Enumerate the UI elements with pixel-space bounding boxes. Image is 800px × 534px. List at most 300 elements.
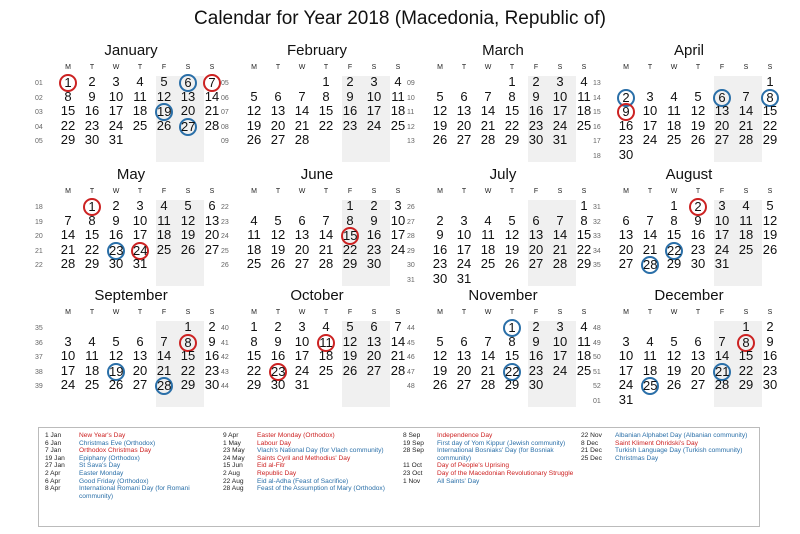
calendar-day[interactable]: 13: [714, 103, 730, 118]
calendar-day[interactable]: 11: [667, 103, 681, 118]
calendar-day[interactable]: 1: [184, 319, 192, 334]
calendar-day[interactable]: 18: [642, 362, 658, 378]
calendar-day[interactable]: 20: [180, 103, 196, 118]
calendar-day[interactable]: 9: [346, 88, 354, 104]
calendar-day[interactable]: 13: [366, 333, 382, 349]
calendar-day[interactable]: 2: [88, 74, 96, 89]
calendar-day[interactable]: 24: [714, 241, 730, 257]
calendar-day[interactable]: 17: [642, 117, 658, 133]
calendar-day[interactable]: 17: [552, 348, 568, 363]
calendar-day[interactable]: 11: [85, 348, 99, 363]
calendar-day[interactable]: 26: [432, 377, 448, 392]
calendar-day[interactable]: 8: [737, 334, 755, 352]
calendar-day[interactable]: 5: [508, 212, 516, 228]
calendar-day[interactable]: 12: [504, 227, 520, 242]
calendar-day[interactable]: 19: [270, 241, 286, 257]
calendar-day[interactable]: 1: [742, 319, 750, 334]
calendar-day[interactable]: 15: [84, 227, 100, 242]
calendar-day[interactable]: 12: [762, 212, 778, 228]
calendar-day[interactable]: 30: [84, 132, 100, 147]
calendar-day[interactable]: 12: [246, 103, 262, 118]
calendar-day[interactable]: 12: [156, 88, 172, 104]
calendar-day[interactable]: 3: [646, 88, 654, 104]
calendar-day[interactable]: 24: [390, 241, 406, 257]
calendar-day[interactable]: 26: [270, 256, 286, 271]
calendar-day[interactable]: 25: [576, 362, 592, 378]
calendar-day[interactable]: 7: [718, 333, 726, 349]
calendar-day[interactable]: 2: [370, 198, 378, 213]
calendar-day[interactable]: 6: [370, 319, 378, 334]
calendar-day[interactable]: 31: [618, 391, 634, 407]
calendar-day[interactable]: 7: [160, 333, 168, 349]
calendar-day[interactable]: 5: [436, 333, 444, 349]
calendar-day[interactable]: 10: [552, 88, 568, 104]
calendar-day[interactable]: 22: [60, 117, 76, 133]
calendar-day[interactable]: 10: [60, 348, 76, 363]
calendar-day[interactable]: 3: [460, 212, 468, 228]
calendar-day[interactable]: 20: [618, 241, 634, 257]
calendar-day[interactable]: 18: [84, 362, 100, 378]
calendar-day[interactable]: 22: [180, 362, 196, 378]
calendar-day[interactable]: 16: [366, 227, 382, 242]
calendar-day[interactable]: 2: [208, 319, 216, 334]
calendar-day[interactable]: 30: [618, 146, 634, 162]
calendar-day[interactable]: 30: [528, 132, 544, 147]
calendar-day[interactable]: 9: [532, 333, 540, 349]
calendar-day[interactable]: 24: [366, 117, 382, 133]
calendar-day[interactable]: 29: [738, 377, 754, 392]
calendar-day[interactable]: 12: [342, 333, 358, 349]
calendar-day[interactable]: 26: [666, 377, 682, 392]
calendar-day[interactable]: 8: [250, 333, 258, 349]
calendar-day[interactable]: 28: [738, 132, 754, 147]
calendar-day[interactable]: 5: [274, 212, 282, 228]
calendar-day[interactable]: 10: [294, 333, 310, 349]
calendar-day[interactable]: 13: [270, 103, 286, 118]
calendar-day[interactable]: 18: [576, 348, 592, 363]
calendar-day[interactable]: 12: [180, 212, 196, 228]
calendar-day[interactable]: 26: [246, 132, 262, 147]
calendar-day[interactable]: 25: [246, 256, 262, 271]
calendar-day[interactable]: 27: [270, 132, 286, 147]
calendar-day[interactable]: 18: [318, 348, 334, 363]
calendar-day[interactable]: 9: [370, 212, 378, 228]
calendar-day[interactable]: 10: [366, 88, 382, 104]
calendar-day[interactable]: 20: [456, 117, 472, 133]
calendar-day[interactable]: 9: [88, 88, 96, 104]
calendar-day[interactable]: 5: [250, 88, 258, 104]
calendar-day[interactable]: 23: [342, 117, 358, 133]
calendar-day[interactable]: 26: [180, 241, 196, 257]
calendar-day[interactable]: 27: [366, 362, 382, 378]
calendar-day[interactable]: 9: [436, 227, 444, 242]
calendar-day[interactable]: 14: [156, 348, 172, 363]
calendar-day[interactable]: 28: [294, 132, 310, 147]
calendar-day[interactable]: 3: [622, 333, 630, 349]
calendar-day[interactable]: 26: [432, 132, 448, 147]
calendar-day[interactable]: 29: [576, 256, 592, 271]
calendar-day[interactable]: 13: [132, 348, 148, 363]
calendar-day[interactable]: 16: [204, 348, 220, 363]
calendar-day[interactable]: 28: [318, 256, 334, 271]
calendar-day[interactable]: 1: [766, 74, 774, 89]
calendar-day[interactable]: 22: [246, 362, 262, 378]
calendar-day[interactable]: 7: [203, 74, 221, 92]
calendar-day[interactable]: 1: [508, 74, 516, 89]
calendar-day[interactable]: 11: [391, 88, 405, 104]
calendar-day[interactable]: 25: [318, 362, 334, 378]
calendar-day[interactable]: 12: [666, 348, 682, 363]
calendar-day[interactable]: 22: [667, 242, 682, 258]
calendar-day[interactable]: 13: [204, 212, 220, 228]
calendar-day[interactable]: 26: [504, 256, 520, 271]
calendar-day[interactable]: 4: [322, 319, 330, 334]
calendar-day[interactable]: 27: [181, 118, 196, 134]
calendar-day[interactable]: 23: [528, 362, 544, 378]
calendar-day[interactable]: 1: [59, 74, 77, 92]
calendar-day[interactable]: 11: [481, 227, 495, 242]
calendar-day[interactable]: 30: [432, 270, 448, 286]
calendar-day[interactable]: 2: [112, 198, 120, 213]
calendar-day[interactable]: 20: [690, 362, 706, 378]
calendar-day[interactable]: 27: [456, 132, 472, 147]
calendar-day[interactable]: 15: [738, 348, 754, 363]
calendar-day[interactable]: 9: [532, 88, 540, 104]
calendar-day[interactable]: 30: [690, 256, 706, 271]
calendar-day[interactable]: 15: [576, 227, 592, 242]
calendar-day[interactable]: 3: [136, 198, 144, 213]
calendar-day[interactable]: 7: [298, 88, 306, 104]
calendar-day[interactable]: 3: [556, 319, 564, 334]
calendar-day[interactable]: 24: [618, 377, 634, 392]
calendar-day[interactable]: 14: [480, 348, 496, 363]
calendar-day[interactable]: 27: [618, 256, 634, 271]
calendar-day[interactable]: 23: [84, 117, 100, 133]
calendar-day[interactable]: 25: [643, 378, 658, 393]
calendar-day[interactable]: 6: [179, 74, 197, 92]
calendar-day[interactable]: 4: [136, 74, 144, 89]
calendar-day[interactable]: 19: [666, 362, 682, 378]
calendar-day[interactable]: 4: [742, 198, 750, 213]
calendar-day[interactable]: 12: [690, 103, 706, 118]
calendar-day[interactable]: 11: [577, 88, 591, 104]
calendar-day[interactable]: 26: [342, 362, 358, 378]
calendar-day[interactable]: 3: [298, 319, 306, 334]
calendar-day[interactable]: 16: [432, 241, 448, 257]
calendar-day[interactable]: 31: [108, 132, 124, 147]
calendar-day[interactable]: 2: [689, 198, 707, 216]
calendar-day[interactable]: 1: [580, 198, 588, 213]
calendar-day[interactable]: 3: [64, 333, 72, 349]
calendar-day[interactable]: 26: [762, 241, 778, 257]
calendar-day[interactable]: 14: [318, 227, 334, 242]
calendar-day[interactable]: 21: [60, 241, 76, 257]
calendar-day[interactable]: 4: [394, 74, 402, 89]
calendar-day[interactable]: 2: [436, 212, 444, 228]
calendar-day[interactable]: 8: [761, 89, 779, 107]
calendar-day[interactable]: 13: [456, 103, 472, 118]
calendar-day[interactable]: 7: [394, 319, 402, 334]
calendar-day[interactable]: 31: [294, 377, 310, 392]
calendar-day[interactable]: 17: [714, 227, 730, 242]
calendar-day[interactable]: 4: [160, 198, 168, 213]
calendar-day[interactable]: 2: [274, 319, 282, 334]
calendar-day[interactable]: 5: [112, 333, 120, 349]
calendar-day[interactable]: 18: [666, 117, 682, 133]
calendar-day[interactable]: 27: [690, 377, 706, 392]
calendar-day[interactable]: 28: [480, 132, 496, 147]
calendar-day[interactable]: 8: [508, 88, 516, 104]
calendar-day[interactable]: 19: [762, 227, 778, 242]
calendar-day[interactable]: 29: [180, 377, 196, 392]
calendar-day[interactable]: 14: [714, 348, 730, 363]
calendar-day[interactable]: 19: [504, 241, 520, 257]
calendar-day[interactable]: 7: [484, 333, 492, 349]
calendar-day[interactable]: 6: [622, 212, 630, 228]
calendar-day[interactable]: 23: [528, 117, 544, 133]
calendar-day[interactable]: 21: [715, 363, 730, 379]
calendar-day[interactable]: 6: [694, 333, 702, 349]
calendar-day[interactable]: 17: [60, 362, 76, 378]
calendar-day[interactable]: 2: [766, 319, 774, 334]
calendar-day[interactable]: 13: [180, 88, 196, 104]
calendar-day[interactable]: 8: [580, 212, 588, 228]
calendar-day[interactable]: 8: [322, 88, 330, 104]
calendar-day[interactable]: 30: [762, 377, 778, 392]
calendar-day[interactable]: 10: [552, 333, 568, 349]
calendar-day[interactable]: 7: [322, 212, 330, 228]
calendar-day[interactable]: 15: [246, 348, 262, 363]
calendar-day[interactable]: 19: [342, 348, 358, 363]
calendar-day[interactable]: 28: [60, 256, 76, 271]
calendar-day[interactable]: 10: [618, 348, 634, 363]
calendar-day[interactable]: 11: [247, 227, 261, 242]
calendar-day[interactable]: 22: [342, 241, 358, 257]
calendar-day[interactable]: 8: [670, 212, 678, 228]
calendar-day[interactable]: 21: [294, 117, 310, 133]
calendar-day[interactable]: 31: [132, 256, 148, 271]
calendar-day[interactable]: 12: [108, 348, 124, 363]
calendar-day[interactable]: 7: [484, 88, 492, 104]
calendar-day[interactable]: 23: [366, 241, 382, 257]
calendar-day[interactable]: 18: [576, 103, 592, 118]
calendar-day[interactable]: 24: [552, 362, 568, 378]
calendar-day[interactable]: 29: [504, 132, 520, 147]
calendar-day[interactable]: 9: [112, 212, 120, 228]
calendar-day[interactable]: 5: [694, 88, 702, 104]
calendar-day[interactable]: 20: [204, 227, 220, 242]
calendar-day[interactable]: 10: [132, 212, 148, 228]
calendar-day[interactable]: 18: [738, 227, 754, 242]
calendar-day[interactable]: 30: [108, 256, 124, 271]
calendar-day[interactable]: 20: [366, 348, 382, 363]
calendar-day[interactable]: 5: [346, 319, 354, 334]
calendar-day[interactable]: 17: [132, 227, 148, 242]
calendar-day[interactable]: 13: [618, 227, 634, 242]
calendar-day[interactable]: 9: [617, 103, 635, 121]
calendar-day[interactable]: 4: [646, 333, 654, 349]
calendar-day[interactable]: 29: [246, 377, 262, 392]
calendar-day[interactable]: 31: [552, 132, 568, 147]
calendar-day[interactable]: 21: [480, 362, 496, 378]
calendar-day[interactable]: 15: [60, 103, 76, 118]
calendar-day[interactable]: 25: [576, 117, 592, 133]
calendar-day[interactable]: 11: [157, 212, 171, 228]
calendar-day[interactable]: 15: [180, 348, 196, 363]
calendar-day[interactable]: 29: [342, 256, 358, 271]
calendar-day[interactable]: 8: [64, 88, 72, 104]
calendar-day[interactable]: 16: [618, 117, 634, 133]
calendar-day[interactable]: 20: [132, 362, 148, 378]
calendar-day[interactable]: 14: [552, 227, 568, 242]
calendar-day[interactable]: 21: [318, 241, 334, 257]
calendar-day[interactable]: 20: [456, 362, 472, 378]
calendar-day[interactable]: 18: [156, 227, 172, 242]
calendar-day[interactable]: 18: [132, 103, 148, 118]
calendar-day[interactable]: 14: [294, 103, 310, 118]
calendar-day[interactable]: 24: [552, 117, 568, 133]
calendar-day[interactable]: 27: [204, 241, 220, 257]
calendar-day[interactable]: 1: [83, 198, 101, 216]
calendar-day[interactable]: 14: [642, 227, 658, 242]
calendar-day[interactable]: 2: [532, 319, 540, 334]
calendar-day[interactable]: 11: [317, 334, 335, 352]
calendar-day[interactable]: 27: [528, 256, 544, 271]
calendar-day[interactable]: 8: [346, 212, 354, 228]
calendar-day[interactable]: 17: [294, 348, 310, 363]
calendar-day[interactable]: 11: [133, 88, 147, 104]
calendar-day[interactable]: 21: [738, 117, 754, 133]
calendar-day[interactable]: 3: [718, 198, 726, 213]
calendar-day[interactable]: 17: [618, 362, 634, 378]
calendar-day[interactable]: 2: [346, 74, 354, 89]
calendar-day[interactable]: 27: [294, 256, 310, 271]
calendar-day[interactable]: 21: [552, 241, 568, 257]
calendar-day[interactable]: 28: [157, 378, 172, 393]
calendar-day[interactable]: 20: [270, 117, 286, 133]
calendar-day[interactable]: 1: [346, 198, 354, 213]
calendar-day[interactable]: 19: [690, 117, 706, 133]
calendar-day[interactable]: 9: [274, 333, 282, 349]
calendar-day[interactable]: 28: [552, 256, 568, 271]
calendar-day[interactable]: 11: [739, 212, 753, 228]
calendar-day[interactable]: 24: [456, 256, 472, 271]
calendar-day[interactable]: 20: [528, 241, 544, 257]
calendar-day[interactable]: 22: [762, 117, 778, 133]
calendar-day[interactable]: 10: [390, 212, 406, 228]
calendar-day[interactable]: 2: [532, 74, 540, 89]
calendar-day[interactable]: 25: [156, 241, 172, 257]
calendar-day[interactable]: 20: [294, 241, 310, 257]
calendar-day[interactable]: 22: [318, 117, 334, 133]
calendar-day[interactable]: 21: [642, 241, 658, 257]
calendar-day[interactable]: 13: [456, 348, 472, 363]
calendar-day[interactable]: 8: [508, 333, 516, 349]
calendar-day[interactable]: 7: [646, 212, 654, 228]
calendar-day[interactable]: 14: [480, 103, 496, 118]
calendar-day[interactable]: 6: [460, 88, 468, 104]
calendar-day[interactable]: 23: [762, 362, 778, 378]
calendar-day[interactable]: 16: [690, 227, 706, 242]
calendar-day[interactable]: 5: [670, 333, 678, 349]
calendar-day[interactable]: 15: [318, 103, 334, 118]
calendar-day[interactable]: 6: [136, 333, 144, 349]
calendar-day[interactable]: 3: [370, 74, 378, 89]
calendar-day[interactable]: 22: [504, 117, 520, 133]
calendar-day[interactable]: 6: [208, 198, 216, 213]
calendar-day[interactable]: 21: [390, 348, 406, 363]
calendar-day[interactable]: 11: [577, 333, 591, 349]
calendar-day[interactable]: 16: [84, 103, 100, 118]
calendar-day[interactable]: 14: [60, 227, 76, 242]
calendar-day[interactable]: 29: [762, 132, 778, 147]
calendar-day[interactable]: 15: [343, 228, 358, 243]
calendar-day[interactable]: 31: [714, 256, 730, 271]
calendar-day[interactable]: 19: [157, 104, 172, 119]
calendar-day[interactable]: 19: [432, 362, 448, 378]
calendar-day[interactable]: 11: [643, 348, 657, 363]
calendar-day[interactable]: 6: [460, 333, 468, 349]
calendar-day[interactable]: 28: [390, 362, 406, 378]
calendar-day[interactable]: 29: [666, 256, 682, 271]
calendar-day[interactable]: 19: [180, 227, 196, 242]
calendar-day[interactable]: 22: [738, 362, 754, 378]
calendar-day[interactable]: 19: [109, 363, 124, 379]
calendar-day[interactable]: 9: [694, 212, 702, 228]
calendar-day[interactable]: 29: [60, 132, 76, 147]
calendar-day[interactable]: 21: [156, 362, 172, 378]
calendar-day[interactable]: 4: [580, 319, 588, 334]
calendar-day[interactable]: 3: [112, 74, 120, 89]
calendar-day[interactable]: 16: [762, 348, 778, 363]
calendar-day[interactable]: 5: [184, 198, 192, 213]
calendar-day[interactable]: 10: [642, 103, 658, 118]
calendar-day[interactable]: 23: [618, 132, 634, 147]
calendar-day[interactable]: 7: [742, 88, 750, 104]
calendar-day[interactable]: 3: [556, 74, 564, 89]
calendar-day[interactable]: 24: [133, 242, 148, 258]
calendar-day[interactable]: 17: [390, 227, 406, 242]
calendar-day[interactable]: 10: [714, 212, 730, 228]
calendar-day[interactable]: 31: [456, 270, 472, 286]
calendar-day[interactable]: 13: [528, 227, 544, 242]
calendar-day[interactable]: 20: [714, 117, 730, 133]
calendar-day[interactable]: 28: [714, 377, 730, 392]
calendar-day[interactable]: 30: [204, 377, 220, 392]
calendar-day[interactable]: 22: [576, 241, 592, 257]
calendar-day[interactable]: 27: [456, 377, 472, 392]
calendar-day[interactable]: 8: [88, 212, 96, 228]
calendar-day[interactable]: 3: [394, 198, 402, 213]
calendar-day[interactable]: 22: [84, 241, 100, 257]
calendar-day[interactable]: 28: [480, 377, 496, 392]
calendar-day[interactable]: 8: [179, 334, 197, 352]
calendar-day[interactable]: 25: [666, 132, 682, 147]
calendar-day[interactable]: 18: [246, 241, 262, 257]
calendar-day[interactable]: 29: [84, 256, 100, 271]
calendar-day[interactable]: 14: [390, 333, 406, 349]
calendar-day[interactable]: 15: [504, 103, 520, 118]
calendar-day[interactable]: 1: [250, 319, 258, 334]
calendar-day[interactable]: 7: [64, 212, 72, 228]
calendar-day[interactable]: 26: [690, 132, 706, 147]
calendar-day[interactable]: 5: [766, 198, 774, 213]
calendar-day[interactable]: 28: [204, 117, 220, 133]
calendar-day[interactable]: 4: [88, 333, 96, 349]
calendar-day[interactable]: 6: [532, 212, 540, 228]
calendar-day[interactable]: 29: [504, 377, 520, 392]
calendar-day[interactable]: 17: [108, 103, 124, 118]
